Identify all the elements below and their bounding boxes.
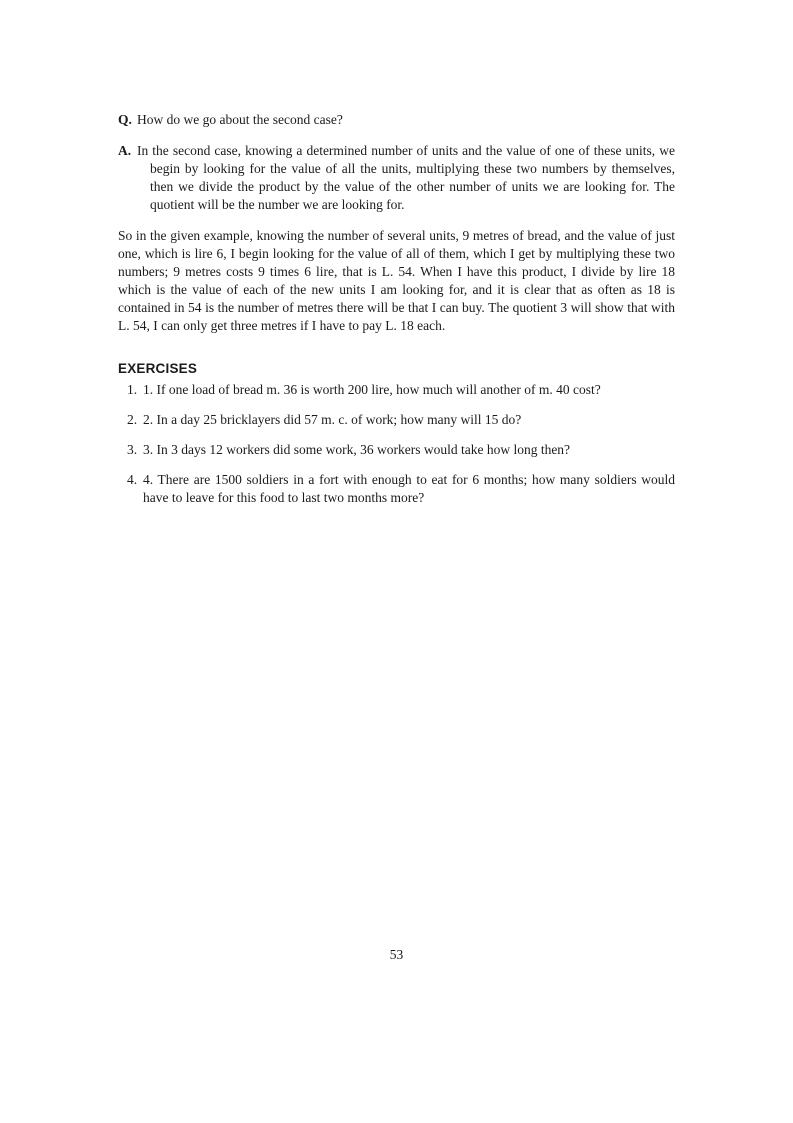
answer-text: In the second case, knowing a determined number of units and the value of one of these units, we begin by looking for the value of all the units, multiplying these two numbers by themselves, then we divide the product by the value of the other number of units we are looking for. The quotient will be the number we are looking for.: [137, 143, 675, 212]
exercises-list: [118, 381, 675, 507]
question-label: Q.: [118, 112, 132, 127]
exercise-number: 3.: [127, 442, 138, 457]
answer-label: A.: [118, 143, 132, 158]
exercise-item: [127, 381, 675, 399]
question-text: How do we go about the second case?: [137, 112, 343, 127]
exercise-number: 1.: [127, 382, 138, 397]
exercise-text: 1. If one load of bread m. 36 is worth 200 lire, how much will another of m. 40 cost?: [143, 382, 601, 397]
page-number: 53: [389, 947, 404, 962]
exercise-item: [127, 441, 675, 459]
exercise-text: 3. In 3 days 12 workers did some work, 36 workers would take how long then?: [143, 442, 571, 457]
page-content: [118, 111, 675, 519]
exercise-item: [127, 471, 675, 507]
explanation-paragraph: So in the given example, knowing the number of several units, 9 metres of bread, and the value of just one, which is lire 6, I begin looking for the value of all of them, which I get by multiplying these two numbers; 9 metres costs 9 times 6 lire, that is L. 54. When I have this product, I divide by lire 18 which is the value of each of the new units I am looking for, and it is clear that as often as 18 is contained in 54 is the number of metres there will be that I can buy. The quotient 3 will show that with L. 54, I can only get three metres if I have to pay L. 18 each.: [118, 228, 675, 333]
exercise-text: 4. There are 1500 soldiers in a fort with enough to eat for 6 months; how many soldiers would have to leave for this food to last two months more?: [143, 472, 675, 505]
exercise-item: [127, 411, 675, 429]
exercise-number: 4.: [127, 472, 138, 487]
exercise-number: 2.: [127, 412, 138, 427]
exercise-text: 2. In a day 25 bricklayers did 57 m. c. of work; how many will 15 do?: [143, 412, 522, 427]
exercises-heading: EXERCISES: [118, 361, 198, 376]
answer-block: [118, 142, 675, 214]
question-block: [118, 111, 675, 129]
